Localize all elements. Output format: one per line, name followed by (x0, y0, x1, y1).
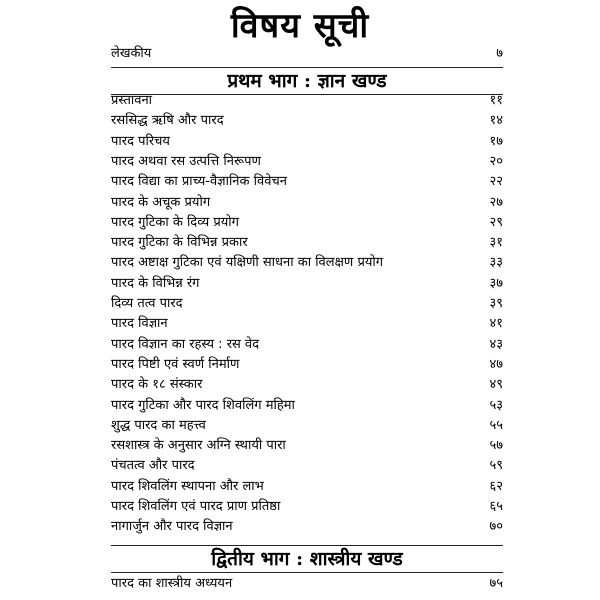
toc-entry (111, 314, 503, 333)
toc-entry-preface (111, 44, 503, 63)
toc-entry-page: ३७ (489, 275, 503, 291)
toc-entry-page: ७ (496, 46, 503, 61)
toc-entry-page: ५७ (489, 438, 503, 454)
toc-entry-page: ३९ (489, 296, 503, 311)
toc-entry-page: ५३ (489, 397, 503, 413)
toc-entry (111, 294, 503, 313)
toc-entry (111, 335, 503, 354)
toc-entry (111, 477, 503, 496)
toc-entry (111, 111, 503, 130)
toc-entry-label: पारद के १८ संस्कार (111, 377, 203, 393)
section-rule-bottom (111, 572, 503, 573)
toc-entry (111, 517, 503, 536)
toc-entry-label: लेखकीय (111, 46, 152, 61)
toc-entry-label: पारद का शास्त्रीय अध्ययन (111, 576, 233, 591)
toc-entry (111, 233, 503, 252)
toc-entry (111, 132, 503, 151)
toc-entry-page: ११ (489, 93, 503, 108)
toc-entry-page: १४ (489, 113, 503, 129)
page-title: विषय सूची (230, 6, 370, 46)
toc-entry-label: नागार्जुन और पारद विज्ञान (111, 519, 233, 535)
toc-entry (111, 396, 503, 415)
toc-entry-page: २० (489, 153, 503, 169)
toc-entry-page: ४१ (489, 316, 503, 332)
toc-entry-page: २२ (489, 174, 503, 190)
toc-entry-page: ३३ (489, 255, 503, 271)
toc-entry-page: २९ (489, 214, 503, 230)
toc-entry-label: पारद अथवा रस उत्पत्ति निरूपण (111, 153, 261, 169)
toc-entry-page: १७ (489, 133, 503, 149)
toc-entry-page: २७ (489, 194, 503, 210)
toc-entry-page: ४७ (489, 356, 503, 372)
toc-entry (111, 193, 503, 212)
toc-entry-label: पंचतत्व और पारद (111, 458, 195, 474)
toc-entry (111, 436, 503, 455)
toc-entry-label: पारद अष्टाक्ष गुटिका एवं यक्षिणी साधना का विलक्षण प्रयोग (111, 255, 384, 271)
toc-entry (111, 172, 503, 191)
toc-entry-label: पारद पिष्टी एवं स्वर्ण निर्माण (111, 356, 240, 372)
toc-entry-page: ७५ (489, 576, 503, 591)
toc-entry (111, 456, 503, 475)
section-heading-part2: द्वितीय भाग : शास्त्रीय खण्ड (211, 548, 403, 570)
toc-entry-label: शुद्ध पारद का महत्त्व (111, 417, 206, 433)
toc-entry-page: ७० (489, 519, 503, 535)
toc-entry-page: ४९ (489, 377, 503, 393)
toc-entry-label: पारद के विभिन्न रंग (111, 275, 200, 291)
toc-entry-label: दिव्य तत्व पारद (111, 296, 183, 311)
section-heading-part1: प्रथम भाग : ज्ञान खण्ड (227, 70, 387, 92)
toc-entry (111, 497, 503, 516)
toc-entry-label: पारद के अचूक प्रयोग (111, 194, 211, 210)
toc-entry (111, 375, 503, 394)
toc-entry-label: पारद विद्या का प्राच्य-वैज्ञानिक विवेचन (111, 174, 287, 190)
toc-entry (111, 274, 503, 293)
toc-entry-label: पारद गुटिका के दिव्य प्रयोग (111, 214, 239, 230)
toc-entry-label: प्रस्तावना (111, 93, 153, 108)
toc-entry-label: पारद गुटिका और पारद शिवलिंग महिमा (111, 397, 295, 413)
toc-entry-label: पारद विज्ञान (111, 316, 168, 332)
toc-entry-label: रससिद्ध ऋषि और पारद (111, 113, 224, 129)
toc-entry (111, 253, 503, 272)
toc-entry-page: ५५ (489, 417, 503, 433)
toc-entry (111, 416, 503, 435)
toc-entry-page: ६२ (489, 478, 503, 494)
toc-entry (111, 91, 503, 110)
toc-entry-label: पारद परिचय (111, 133, 170, 149)
toc-entry-label: पारद गुटिका के विभिन्न प्रकार (111, 235, 248, 251)
toc-entry-label: रसशास्त्र के अनुसार अग्नि स्थायी पारा (111, 438, 286, 454)
toc-entry-label: पारद विज्ञान का रहस्य : रस वेद (111, 336, 260, 352)
toc-entry (111, 152, 503, 171)
toc-entry-page: ४३ (489, 336, 503, 352)
toc-entry-label: पारद शिवलिंग स्थापना और लाभ (111, 478, 264, 494)
toc-entry-page: ६५ (489, 499, 503, 514)
toc-entry (111, 213, 503, 232)
toc-entry-page: ३१ (489, 235, 503, 251)
toc-entry (111, 355, 503, 374)
toc-entry (111, 574, 503, 593)
toc-entry-page: ५९ (489, 458, 503, 474)
toc-entry-label: पारद शिवलिंग एवं पारद प्राण प्रतिष्ठा (111, 499, 281, 514)
